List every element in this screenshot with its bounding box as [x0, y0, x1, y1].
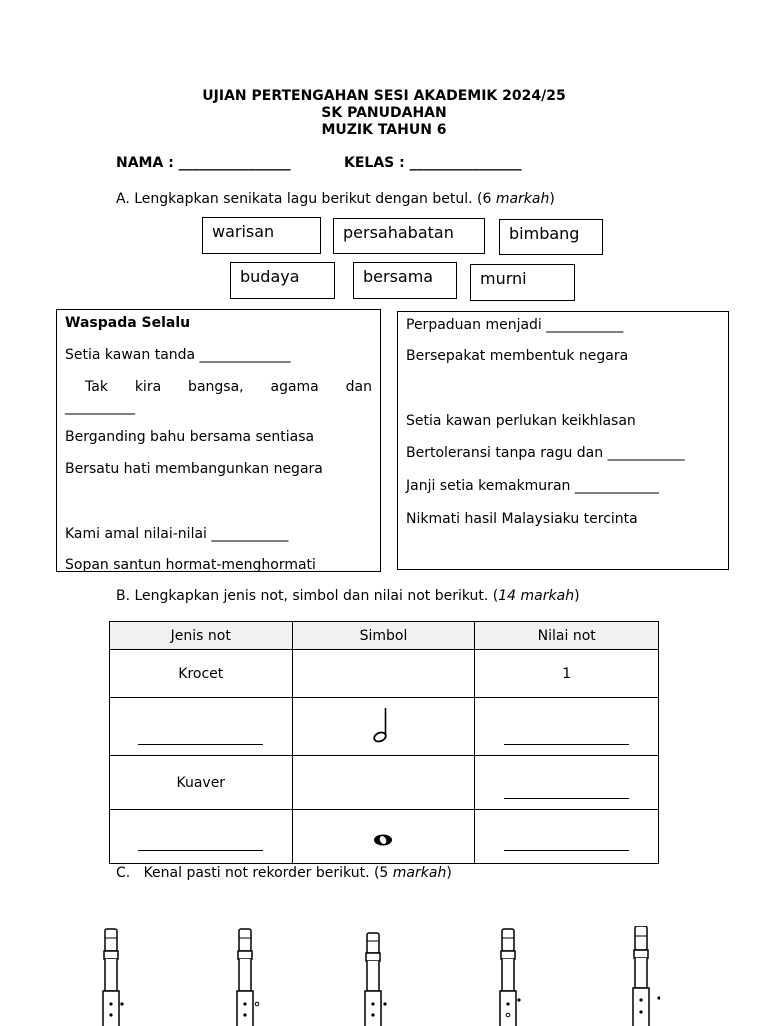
note-symbol-cell	[292, 698, 475, 756]
note-value-cell	[475, 698, 659, 756]
name-field: NAMA : ________________	[116, 155, 291, 171]
note-symbol-cell	[292, 810, 475, 864]
song-title: Waspada Selalu	[65, 315, 191, 331]
answer-blank	[504, 744, 629, 745]
lyric-line: __________	[65, 399, 135, 415]
class-field: KELAS : ________________	[344, 155, 522, 171]
lyric-line: Bertoleransi tanpa ragu dan ___________	[406, 445, 685, 461]
note-type-cell: Kuaver	[110, 756, 293, 810]
section-b-instruction: B. Lengkapkan jenis not, simbol dan nilai not berikut. (14 markah)	[116, 588, 580, 604]
word-bank-item: bersama	[353, 262, 457, 299]
lyrics-box-right	[397, 311, 729, 570]
recorder-fingering-5-icon	[630, 926, 660, 1026]
note-value-cell	[475, 810, 659, 864]
note-table	[109, 621, 659, 864]
word-bank-item: bimbang	[499, 219, 603, 255]
answer-blank	[504, 798, 629, 799]
table-row	[110, 810, 659, 864]
recorder-fingering-2-icon	[234, 926, 264, 1026]
word-bank-item: budaya	[230, 262, 335, 299]
section-a-instruction: A. Lengkapkan senikata lagu berikut dengan betul. (6 markah)	[116, 191, 555, 207]
answer-blank	[138, 744, 263, 745]
table-row	[110, 650, 659, 698]
word-bank-item: murni	[470, 264, 575, 301]
recorder-fingering-1-icon	[100, 926, 130, 1026]
note-symbol-cell	[292, 650, 475, 698]
lyric-line: Janji setia kemakmuran ____________	[406, 478, 659, 494]
lyric-line: Berganding bahu bersama sentiasa	[65, 429, 315, 445]
minim-note-icon	[368, 704, 398, 746]
column-header: Jenis not	[110, 622, 293, 650]
table-row	[110, 756, 659, 810]
word-bank-item: persahabatan	[333, 218, 485, 254]
table-header-row	[110, 622, 659, 650]
semibreve-note-icon	[370, 832, 396, 848]
lyric-line: Tak kira bangsa, agama dan	[85, 379, 372, 395]
lyric-line: Bersepakat membentuk negara	[406, 348, 629, 364]
subject-title: MUZIK TAHUN 6	[321, 122, 447, 138]
note-type-cell	[110, 810, 293, 864]
note-type-cell	[110, 698, 293, 756]
note-value-cell	[475, 756, 659, 810]
note-symbol-cell	[292, 756, 475, 810]
lyric-line: Nikmati hasil Malaysiaku tercinta	[406, 511, 638, 527]
lyric-line: Perpaduan menjadi ___________	[406, 317, 624, 333]
lyric-line: Bersatu hati membangunkan negara	[65, 461, 323, 477]
school-name: SK PANUDAHAN	[321, 105, 447, 121]
note-value-cell: 1	[475, 650, 659, 698]
recorder-fingering-4-icon	[497, 926, 527, 1026]
answer-blank	[138, 850, 263, 851]
lyric-line: Sopan santun hormat-menghormati	[65, 557, 316, 572]
lyric-line: Setia kawan tanda _____________	[65, 347, 291, 363]
word-bank-item: warisan	[202, 217, 321, 254]
answer-blank	[504, 850, 629, 851]
exam-title: UJIAN PERTENGAHAN SESI AKADEMIK 2024/25	[202, 88, 566, 104]
table-row	[110, 698, 659, 756]
section-c-instruction: C. Kenal pasti not rekorder berikut. (5 markah)	[116, 865, 452, 881]
lyric-line: Setia kawan perlukan keikhlasan	[406, 413, 636, 429]
note-type-cell: Krocet	[110, 650, 293, 698]
column-header: Simbol	[292, 622, 475, 650]
column-header: Nilai not	[475, 622, 659, 650]
lyrics-box-left	[56, 309, 381, 572]
recorder-fingering-3-icon	[362, 926, 392, 1026]
lyric-line: Kami amal nilai-nilai ___________	[65, 526, 289, 542]
